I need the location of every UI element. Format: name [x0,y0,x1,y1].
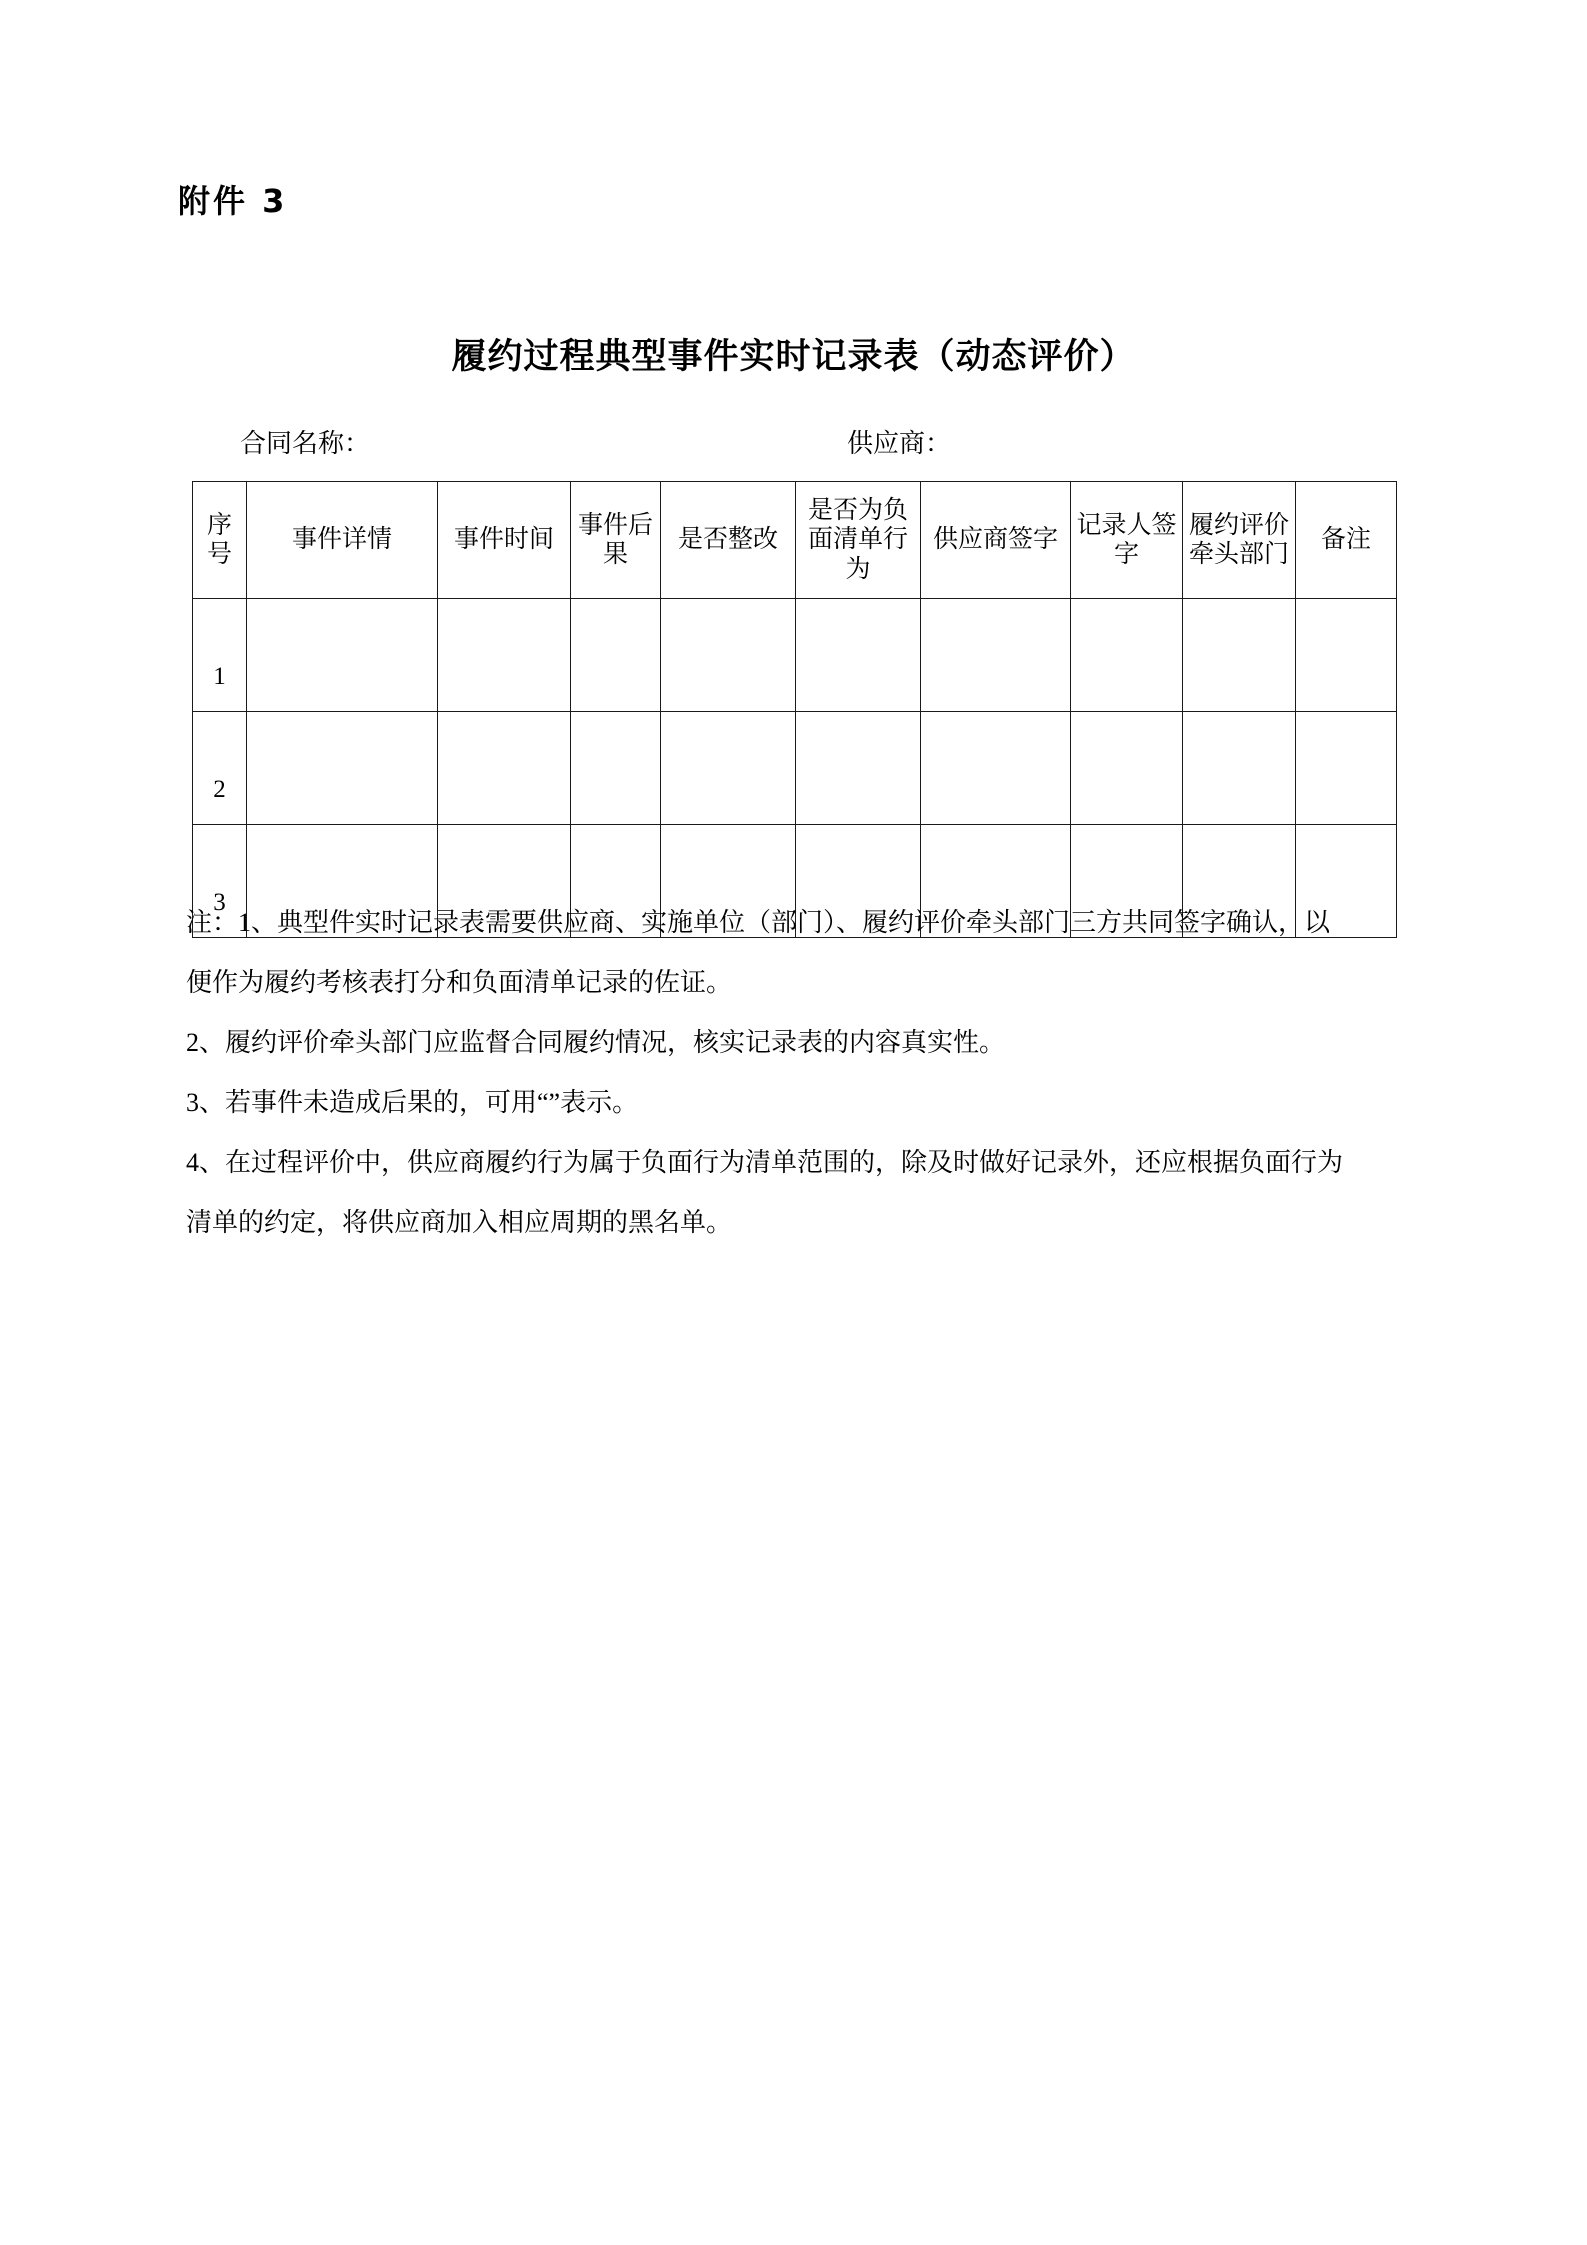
row-seq: 1 [193,599,247,712]
cell-event-detail[interactable] [247,599,438,712]
column-header-event-consequence [571,482,661,599]
cell-supplier-signature[interactable] [921,712,1071,825]
column-header-event-time [438,482,571,599]
cell-event-time[interactable] [438,599,571,712]
cell-lead-department[interactable] [1183,599,1296,712]
note-4-line-1: 4、在过程评价中，供应商履约行为属于负面行为清单范围的，除及时做好记录外，还应根据负面行为 [186,1148,1344,1177]
column-header-supplier-signature-label: 供应商签字 [932,526,1058,554]
meta-row [192,423,1402,457]
cell-negative-list-behavior[interactable] [796,599,921,712]
column-header-negative-list-behavior [796,482,921,599]
note-3: 3、若事件未造成后果的，可用“”表示。 [186,1088,639,1117]
cell-recorder-signature[interactable] [1071,599,1183,712]
cell-event-time[interactable] [438,712,571,825]
cell-lead-department[interactable] [1183,712,1296,825]
column-header-seq [193,482,247,599]
column-header-lead-department [1183,482,1296,599]
cell-supplier-signature[interactable] [921,599,1071,712]
column-header-remark-label: 备注 [1320,526,1371,554]
column-header-rectified [661,482,796,599]
table-header-row [193,482,1397,599]
row-seq: 2 [193,712,247,825]
column-header-event-time-label: 事件时间 [453,526,554,554]
notes-section [186,893,1401,1253]
attachment-label: 附件 3 [178,182,288,220]
contract-name-label: 合同名称： [240,429,371,458]
cell-rectified[interactable] [661,599,796,712]
cell-event-detail[interactable] [247,712,438,825]
cell-remark[interactable] [1296,712,1397,825]
note-4-line-2: 清单的约定，将供应商加入相应周期的黑名单。 [186,1208,733,1237]
column-header-event-detail [247,482,438,599]
cell-event-consequence[interactable] [571,599,661,712]
column-header-event-detail-label: 事件详情 [291,526,392,554]
cell-event-consequence[interactable] [571,712,661,825]
note-1-line-1: 注：1、典型件实时记录表需要供应商、实施单位（部门）、履约评价牵头部门三方共同签字确认，以 [186,908,1331,937]
cell-recorder-signature[interactable] [1071,712,1183,825]
column-header-seq-label: 序号 [206,511,232,568]
column-header-rectified-label: 是否整改 [677,526,778,554]
column-header-negative-list-behavior-label: 是否为负面清单行为 [807,496,908,583]
column-header-event-consequence-label: 事件后果 [577,511,653,568]
page-title: 履约过程典型事件实时记录表（动态评价） [451,337,1136,376]
event-record-table [192,481,1397,938]
column-header-lead-department-label: 履约评价牵头部门 [1188,511,1289,568]
cell-remark[interactable] [1296,599,1397,712]
column-header-recorder-signature [1071,482,1183,599]
column-header-supplier-signature [921,482,1071,599]
cell-negative-list-behavior[interactable] [796,712,921,825]
table-row [193,599,1397,712]
column-header-recorder-signature-label: 记录人签字 [1076,511,1177,568]
note-2: 2、履约评价牵头部门应监督合同履约情况，核实记录表的内容真实性。 [186,1028,1006,1057]
row-seq: 3 [193,825,247,938]
supplier-label: 供应商： [847,429,952,458]
column-header-remark [1296,482,1397,599]
cell-rectified[interactable] [661,712,796,825]
note-1-line-2: 便作为履约考核表打分和负面清单记录的佐证。 [186,968,733,997]
table-row [193,712,1397,825]
